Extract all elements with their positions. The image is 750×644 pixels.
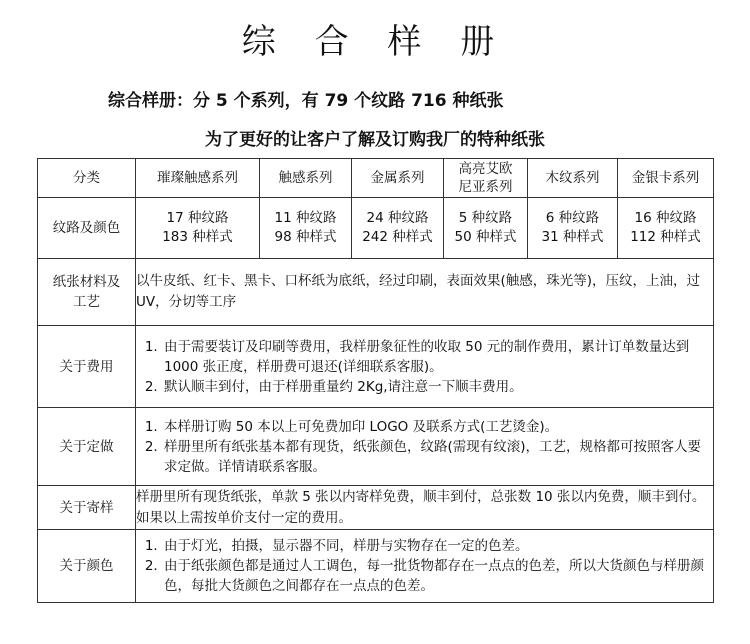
samples-label: 关于寄样 xyxy=(38,486,136,530)
series-cell: 金银卡系列 xyxy=(618,159,714,198)
color-list xyxy=(136,536,713,596)
series-cell: 触感系列 xyxy=(260,159,352,198)
series-cell: 璀璨触感系列 xyxy=(136,159,260,198)
texture-cell xyxy=(136,198,260,259)
list-item: 2. 默认顺丰到付，由于样册重量约 2Kg,请注意一下顺丰费用。 xyxy=(162,377,705,397)
texture-cell xyxy=(444,198,528,259)
texture-count: 17 种纹路 xyxy=(166,210,229,226)
samples-row xyxy=(38,486,714,530)
list-item: 2. 由于纸张颜色都是通过人工调色，每一批货物都存在一点点的色差，所以大货颜色与样册颜色，每批大货颜色之间都存在一点点的色差。 xyxy=(162,556,705,596)
fees-list xyxy=(136,337,713,397)
color-content xyxy=(136,530,714,603)
texture-count: 11 种纹路 xyxy=(274,210,337,226)
series-cell: 高亮艾欧 尼亚系列 xyxy=(444,159,528,198)
subtitle: 综合样册：分 5 个系列，有 79 个纹路 716 种纸张 xyxy=(108,91,504,111)
texture-count: 16 种纹路 xyxy=(634,210,697,226)
list-item: 1. 由于需要装订及印刷等费用，我样册象征性的收取 50 元的制作费用，累计订单数量达到 1000 张正度，样册费可退还(详细联系客服)。 xyxy=(162,337,705,377)
style-count: 112 种样式 xyxy=(630,229,701,245)
style-count: 98 种样式 xyxy=(274,229,337,245)
custom-row xyxy=(38,408,714,486)
texture-count: 24 种纹路 xyxy=(366,210,429,226)
spec-table xyxy=(37,158,714,603)
series-cell: 木纹系列 xyxy=(528,159,618,198)
fees-content xyxy=(136,326,714,408)
texture-cell xyxy=(618,198,714,259)
color-row xyxy=(38,530,714,603)
style-count: 50 种样式 xyxy=(454,229,517,245)
custom-list xyxy=(136,417,713,477)
series-cell: 金属系列 xyxy=(352,159,444,198)
texture-cell xyxy=(260,198,352,259)
list-item: 1. 本样册订购 50 本以上可免费加印 LOGO 及联系方式(工艺烫金)。 xyxy=(162,417,705,437)
style-count: 183 种样式 xyxy=(162,229,233,245)
material-label: 纸张材料及 工艺 xyxy=(38,259,136,326)
category-label: 分类 xyxy=(38,159,136,198)
textures-row xyxy=(38,198,714,259)
texture-count: 5 种纹路 xyxy=(458,210,513,226)
fees-label: 关于费用 xyxy=(38,326,136,408)
table-headline: 为了更好的让客户了解及订购我厂的特种纸张 xyxy=(205,130,545,150)
color-label: 关于颜色 xyxy=(38,530,136,603)
page-title: 综 合 样 册 xyxy=(241,22,509,62)
fees-row xyxy=(38,326,714,408)
list-item: 2. 样册里所有纸张基本都有现货，纸张颜色，纹路(需现有纹滚)，工艺，规格都可按照客人要求定做。详情请联系客服。 xyxy=(162,437,705,477)
texture-cell xyxy=(352,198,444,259)
samples-text: 样册里所有现货纸张，单款 5 张以内寄样免费，顺丰到付，总张数 10 张以内免费，顺丰到付。如果以上需按单价支付一定的费用。 xyxy=(136,486,714,530)
material-row xyxy=(38,259,714,326)
header-row xyxy=(38,159,714,198)
list-item: 1. 由于灯光，拍摄，显示器不同，样册与实物存在一定的色差。 xyxy=(162,536,705,556)
custom-content xyxy=(136,408,714,486)
style-count: 31 种样式 xyxy=(541,229,604,245)
texture-count: 6 种纹路 xyxy=(545,210,600,226)
material-text: 以牛皮纸、红卡、黑卡、口杯纸为底纸，经过印刷，表面效果(触感，珠光等)，压纹，上油，过 UV，分切等工序 xyxy=(136,259,714,326)
style-count: 242 种样式 xyxy=(362,229,433,245)
custom-label: 关于定做 xyxy=(38,408,136,486)
textures-label: 纹路及颜色 xyxy=(38,198,136,259)
texture-cell xyxy=(528,198,618,259)
